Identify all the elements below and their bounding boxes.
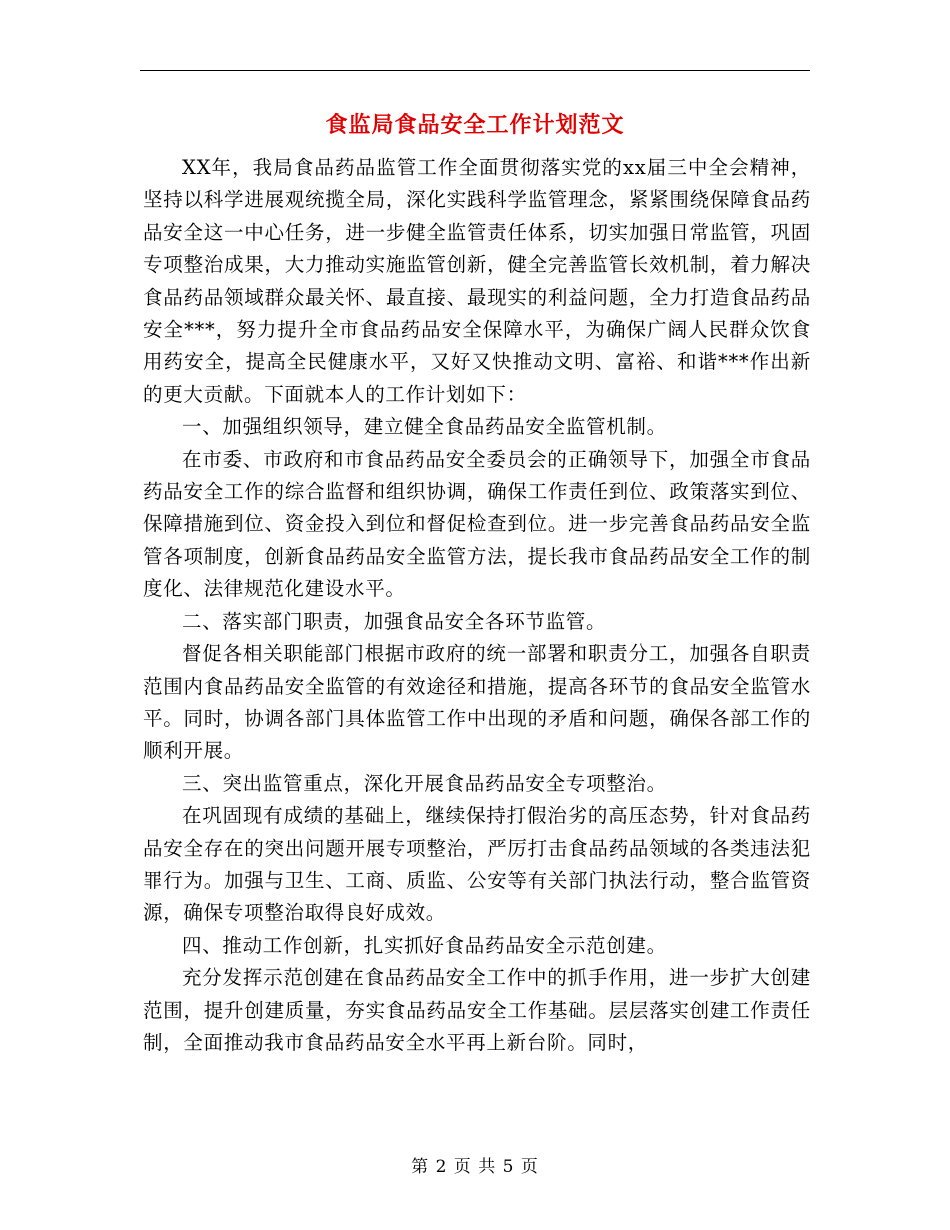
page-number-label: 第 2 页 共 5 页 [411, 1157, 539, 1177]
section-heading-4: 四、推动工作创新，扎实抓好食品药品安全示范创建。 [182, 933, 667, 957]
section-heading-2: 二、落实部门职责，加强食品安全各环节监管。 [182, 609, 607, 633]
paragraph-1: 在市委、市政府和市食品药品安全委员会的正确领导下，加强全市食品药品安全工作的综合监督和组织协调，确保工作责任到位、政策落实到位、保障措施到位、资金投入到位和督促检查到位。进一步完善食品药品安全监管各项制度，创新食品药品安全监管方法，提长我市食品药品安全工作的制度化、法律规范化建设水平。 [143, 447, 811, 601]
paragraph-4: 充分发挥示范创建在食品药品安全工作中的抓手作用，进一步扩大创建范围，提升创建质量，夯实食品药品安全工作基础。层层落实创建工作责任制，全面推动我市食品药品安全水平再上新台阶。同时， [143, 966, 811, 1054]
document-body [143, 152, 811, 1059]
section-heading-3: 三、突出监管重点，深化开展食品药品安全专项整治。 [182, 771, 667, 795]
section-heading-1: 一、加强组织领导，建立健全食品药品安全监管机制。 [182, 415, 667, 439]
page-footer [0, 1152, 950, 1177]
paragraph-3: 在巩固现有成绩的基础上，继续保持打假治劣的高压态势，针对食品药品安全存在的突出问题开展专项整治，严厉打击食品药品领域的各类违法犯罪行为。加强与卫生、工商、质监、公安等有关部门执法行动，整合监管资源，确保专项整治取得良好成效。 [143, 804, 811, 925]
document-title: 食监局食品安全工作计划范文 [325, 112, 625, 138]
paragraph-2: 督促各相关职能部门根据市政府的统一部署和职责分工，加强各自职责范围内食品药品安全监管的有效途径和措施，提高各环节的食品安全监管水平。同时，协调各部门具体监管工作中出现的矛盾和问题，确保各部工作的顺利开展。 [143, 642, 811, 763]
paragraph-intro: XX年，我局食品药品监管工作全面贯彻落实党的xx届三中全会精神，坚持以科学进展观统揽全局，深化实践科学监管理念，紧紧围绕保障食品药品安全这一中心任务，进一步健全监管责任体系，切实加强日常监管，巩固专项整治成果，大力推动实施监管创新，健全完善监管长效机制，着力解决食品药品领域群众最关怀、最直接、最现实的利益问题，全力打造食品药品安全***，努力提升全市食品药品安全保障水平，为确保广阔人民群众饮食用药安全，提高全民健康水平，又好又快推动文明、富裕、和谐***作出新的更大贡献。下面就本人的工作计划如下： [143, 156, 811, 406]
header-rule [140, 70, 810, 71]
